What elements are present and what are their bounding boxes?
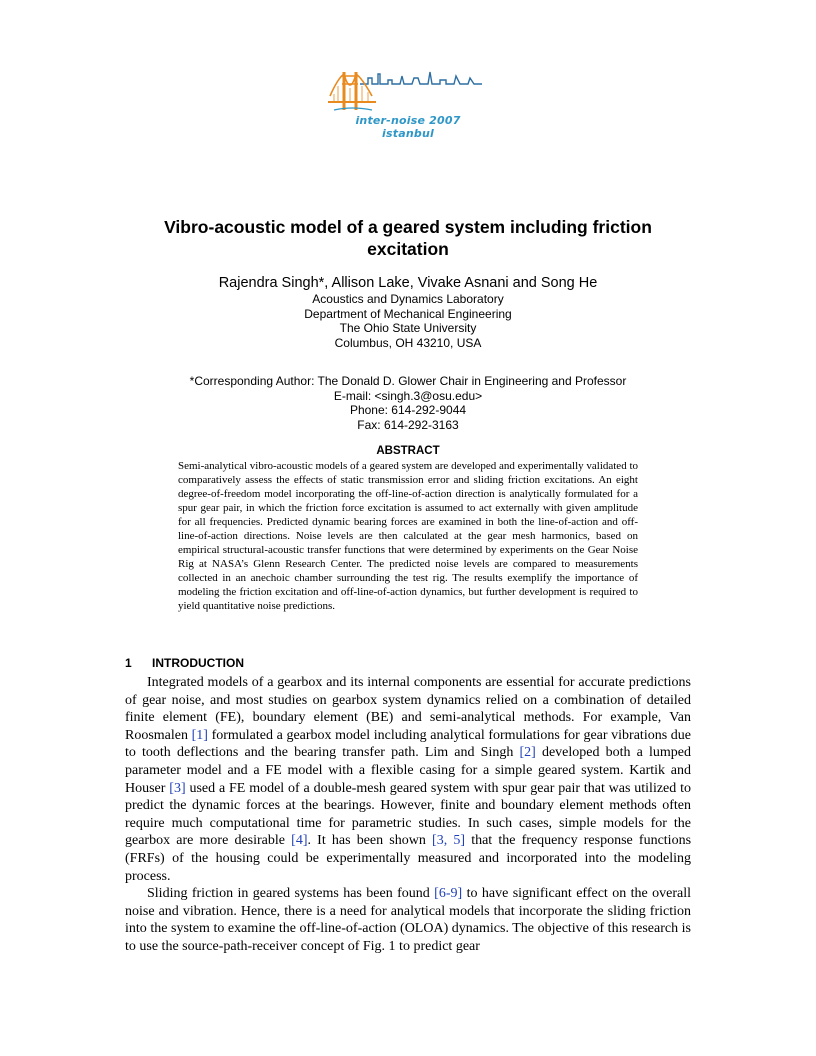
fax: Fax: 614-292-3163 <box>357 417 459 432</box>
citation-link[interactable]: [1] <box>191 727 208 743</box>
text-run: Sliding friction in geared systems has been found <box>147 886 435 902</box>
text-run: used a FE model of a double-mesh geared system with spur gear pair that was utilized to predict the dynamic forces at the bearings. However, finite and boundary element methods often require much computational time for parametric studies. In such cases, simple models for the gearbox are more desirable <box>125 780 691 849</box>
citation-link[interactable]: [2] <box>519 745 536 761</box>
text-run: . It has been shown <box>307 833 433 849</box>
citation-link[interactable]: [6-9] <box>434 886 463 902</box>
authors: Rajendra Singh*, Allison Lake, Vivake Asnani and Song He <box>218 275 598 291</box>
text-run: Integrated models of a gearbox and its internal components are essential for accurate predictions of gear noise, and most studies on gearbox system dynamics relied on a combination of detailed finite element (FE), boundary element (BE) and semi-analytical methods. For example, Van Roosmalen <box>125 675 691 743</box>
contact-info <box>100 374 716 432</box>
text-run: to have significant effect on the overall noise and vibration. Hence, there is a need for analytical models that incorporate the sliding friction into the system to examine the off-line-of-action (OLOA) dynamics. The objective of this research is to use the source-path-receiver concept of Fig. 1 to predict gear <box>125 886 691 954</box>
abstract-heading: ABSTRACT <box>376 445 440 457</box>
section-title: INTRODUCTION <box>152 656 244 670</box>
affiliation-line: Columbus, OH 43210, USA <box>334 335 482 350</box>
citation-link[interactable]: [4] <box>291 833 308 849</box>
logo-text: inter-noise 2007 istanbul <box>355 114 461 140</box>
text-run: developed both a lumped parameter model and a FE model with a flexible casing for a simple geared system. Kartik and Houser <box>125 745 691 796</box>
email: E-mail: <singh.3@osu.edu> <box>333 388 483 403</box>
paper-title: Vibro-acoustic model of a geared system including friction excitation <box>164 217 652 259</box>
paragraph <box>125 674 691 885</box>
section-heading <box>125 656 244 670</box>
affiliation-line: The Ohio State University <box>339 321 477 335</box>
affiliation-line: Acoustics and Dynamics Laboratory <box>312 292 504 306</box>
affiliation-line: Department of Mechanical Engineering <box>304 306 512 321</box>
phone: Phone: 614-292-9044 <box>349 403 467 417</box>
conference-logo <box>328 66 488 140</box>
text-run: formulated a gearbox model including analytical formulations for gear vibrations due to tooth deflections and the bearing transfer path. Lim and Singh <box>125 727 691 761</box>
bridge-skyline-icon <box>328 66 488 116</box>
introduction-body <box>125 674 691 956</box>
section-number: 1 <box>125 656 132 670</box>
affiliation <box>100 292 716 350</box>
abstract-text: Semi-analytical vibro-acoustic models of a geared system are developed and experimentally validated to comparatively assess the effects of static transmission error and sliding friction excitations. An eight degree-of-freedom model incorporating the off-line-of-action direction is analytically formulated for a spur gear pair, in which the friction force excitation is assumed to act externally with given amplitude for all frequencies. Predicted dynamic bearing forces are examined in both the line-of-action and off-line-of-action directions. Noise levels are then calculated at the gear mesh harmonics, based on empirical structural-acoustic transfer functions that were determined by experiments on the Gear Noise Rig at NASA’s Glenn Research Center. The predicted noise levels are compared to measurements collected in an anechoic chamber surrounding the test rig. The results exemplify the importance of modeling the friction excitation and off-line-of-action dynamics, but further development is required to yield quantitative noise predictions. <box>178 460 638 612</box>
citation-link[interactable]: [3, 5] <box>432 833 466 849</box>
text-run: that the frequency response functions (FRFs) of the housing could be experimentally measured and incorporated into the modeling process. <box>125 833 692 884</box>
corresponding-author: *Corresponding Author: The Donald D. Glower Chair in Engineering and Professor <box>189 374 627 388</box>
citation-link[interactable]: [3] <box>169 780 186 796</box>
paragraph <box>125 885 691 955</box>
